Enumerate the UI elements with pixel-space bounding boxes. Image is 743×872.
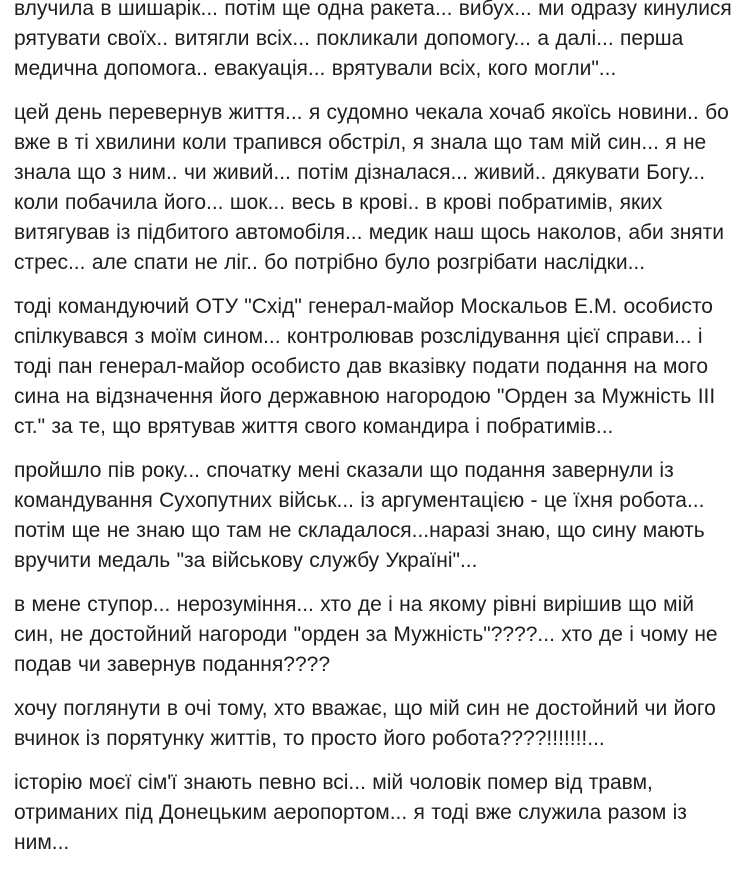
text-line: знала що з ним.. чи живий... потім дізналася... живий.. дякувати Богу... [14, 161, 706, 184]
post-paragraph [14, 98, 737, 278]
post-paragraph [14, 694, 737, 754]
text-line: сина на відзначення його державною нагородою "Орден за Мужність ІІІ [14, 385, 716, 408]
text-line: тоді командуючий ОТУ "Схід" генерал-майор Москальов Е.М. особисто [14, 295, 713, 318]
text-line: вже в ті хвилини коли трапився обстріл, я знала що там мій син... я не [14, 131, 707, 154]
text-line: цей день перевернув життя... я судомно чекала хочаб якоїсь новини.. бо [14, 101, 729, 124]
text-line: син, не достойний нагороди "орден за Мужність"????... хто де і чому не [14, 623, 718, 646]
text-line: отриманих під Донецьким аеропортом... я тоді вже служила разом із [14, 801, 687, 824]
text-line: хочу поглянути в очі тому, хто вважає, що мій син не достойний чи його [14, 697, 716, 720]
text-line: медична допомога.. евакуація... врятували всіх, кого могли"... [14, 57, 617, 80]
text-line: витягував із підбитого автомобіля... медик наш щось наколов, аби зняти [14, 221, 725, 244]
text-line: спілкувався з моїм сином... контролював розслідування цієї справи... і [14, 325, 703, 348]
text-line: вручити медаль "за військову службу Україні"... [14, 549, 478, 572]
text-line: рятувати своїх.. витягли всіх... покликали допомогу... а далі... перша [14, 27, 684, 50]
text-line: вчинок із порятунку життів, то просто його робота????!!!!!!!... [14, 727, 605, 750]
post-body [14, 0, 737, 872]
post-paragraph [14, 768, 737, 858]
text-line: подав чи завернув подання???? [14, 653, 330, 676]
post-paragraph [14, 0, 737, 84]
post-paragraph [14, 292, 737, 442]
post-paragraph [14, 590, 737, 680]
text-line: пройшло пів року... спочатку мені сказали що подання завернули із [14, 459, 674, 482]
text-line: коли побачила його... шок... весь в крові.. в крові побратимів, яких [14, 191, 663, 214]
text-line: в мене ступор... нерозуміння... хто де і на якому рівні вирішив що мій [14, 593, 695, 616]
post-paragraph [14, 456, 737, 576]
text-line: ст." за те, що врятував життя свого командира і побратимів... [14, 415, 614, 438]
text-line: ним... [14, 831, 70, 854]
text-line: потім ще не знаю що там не складалося...наразі знаю, що сину мають [14, 519, 705, 542]
text-line: стрес... але спати не ліг.. бо потрібно було розгрібати наслідки... [14, 251, 646, 274]
text-line: тоді пан генерал-майор особисто дав вказівку подати подання на мого [14, 355, 709, 378]
text-line: командування Сухопутних військ... із аргументацією - це їхня робота... [14, 489, 705, 512]
text-line: влучила в шишарік... потім ще одна ракета... вибух... ми одразу кинулися [14, 0, 732, 20]
text-line: історію моєї сім'ї знають певно всі... мій чоловік помер від травм, [14, 771, 653, 794]
